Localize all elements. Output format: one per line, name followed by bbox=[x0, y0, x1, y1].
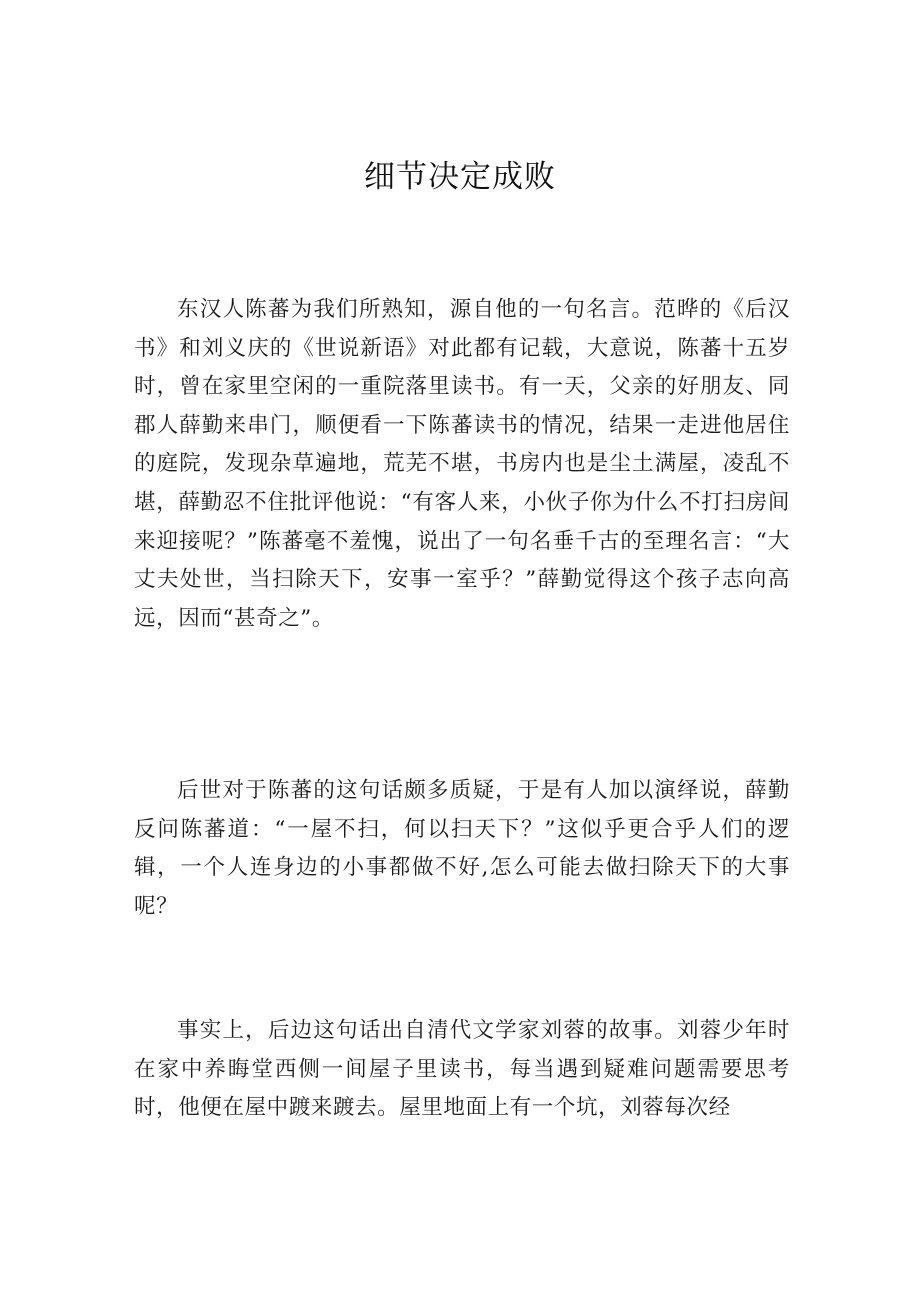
paragraph-2: 后世对于陈蕃的这句话颇多质疑，于是有人加以演绎说，薛勤反问陈蕃道：“一屋不扫，何以扫天下？”这似乎更合乎人们的逻辑，一个人连身边的小事都做不好,怎么可能去做扫除天下的大事呢？ bbox=[134, 778, 790, 919]
document-title: 细节决定成败 bbox=[364, 159, 556, 195]
paragraph-1: 东汉人陈蕃为我们所熟知，源自他的一句名言。范晔的《后汉书》和刘义庆的《世说新语》对此都有记载，大意说，陈蕃十五岁时，曾在家里空闲的一重院落里读书。有一天，父亲的好朋友、同郡人薛勤来串门，顺便看一下陈蕃读书的情况，结果一走进他居住的庭院，发现杂草遍地，荒芜不堪，书房内也是尘土满屋，凌乱不堪，薛勤忍不住批评他说：“有客人来，小伙子你为什么不打扫房间来迎接呢？”陈蕃毫不羞愧，说出了一句名垂千古的至理名言：“大丈夫处世，当扫除天下，安事一室乎？”薛勤觉得这个孩子志向高远，因而“甚奇之”。 bbox=[134, 297, 790, 631]
paragraph-3: 事实上，后边这句话出自清代文学家刘蓉的故事。刘蓉少年时在家中养晦堂西侧一间屋子里读书，每当遇到疑难问题需要思考时，他便在屋中踱来踱去。屋里地面上有一个坑，刘蓉每次经 bbox=[134, 1018, 790, 1121]
